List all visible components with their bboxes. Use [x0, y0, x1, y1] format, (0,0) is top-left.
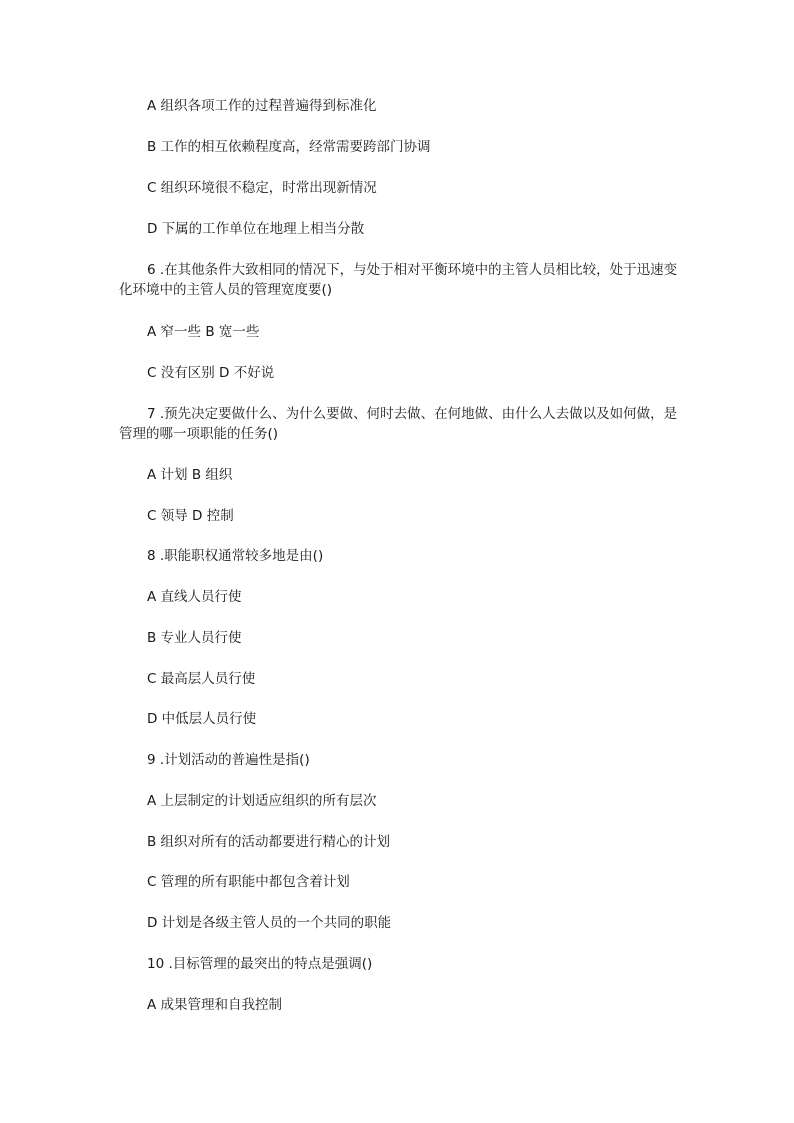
option-a-q10: A 成果管理和自我控制	[147, 997, 283, 1013]
option-c-q9: C 管理的所有职能中都包含着计划	[147, 874, 350, 890]
option-b-q8: B 专业人员行使	[147, 630, 242, 646]
option-c-q5: C 组织环境很不稳定，时常出现新情况	[147, 180, 377, 196]
options-cd-q7: C 领导 D 控制	[147, 508, 234, 524]
question-7: 7 .预先决定要做什么、为什么要做、何时去做、在何地做、由什么人去做以及如何做，是管理的哪一项职能的任务()	[119, 406, 678, 442]
options-ab-q7: A 计划 B 组织	[147, 467, 233, 483]
option-a-q8: A 直线人员行使	[147, 589, 242, 605]
question-9: 9 .计划活动的普遍性是指()	[147, 752, 310, 768]
question-6: 6 .在其他条件大致相同的情况下，与处于相对平衡环境中的主管人员相比较，处于迅速变化环境中的主管人员的管理宽度要()	[119, 262, 678, 298]
option-b-q9: B 组织对所有的活动都要进行精心的计划	[147, 834, 391, 850]
option-a-q5: A 组织各项工作的过程普遍得到标准化	[147, 98, 377, 114]
option-d-q5: D 下属的工作单位在地理上相当分散	[147, 221, 365, 237]
option-a-q9: A 上层制定的计划适应组织的所有层次	[147, 793, 377, 809]
option-d-q9: D 计划是各级主管人员的一个共同的职能	[147, 915, 392, 931]
options-ab-q6: A 窄一些 B 宽一些	[147, 324, 260, 340]
options-cd-q6: C 没有区别 D 不好说	[147, 365, 275, 381]
question-8: 8 .职能职权通常较多地是由()	[147, 548, 324, 564]
option-d-q8: D 中低层人员行使	[147, 711, 257, 727]
option-c-q8: C 最高层人员行使	[147, 671, 256, 687]
option-b-q5: B 工作的相互依赖程度高，经常需要跨部门协调	[147, 139, 431, 155]
question-10: 10 .目标管理的最突出的特点是强调()	[147, 956, 373, 972]
